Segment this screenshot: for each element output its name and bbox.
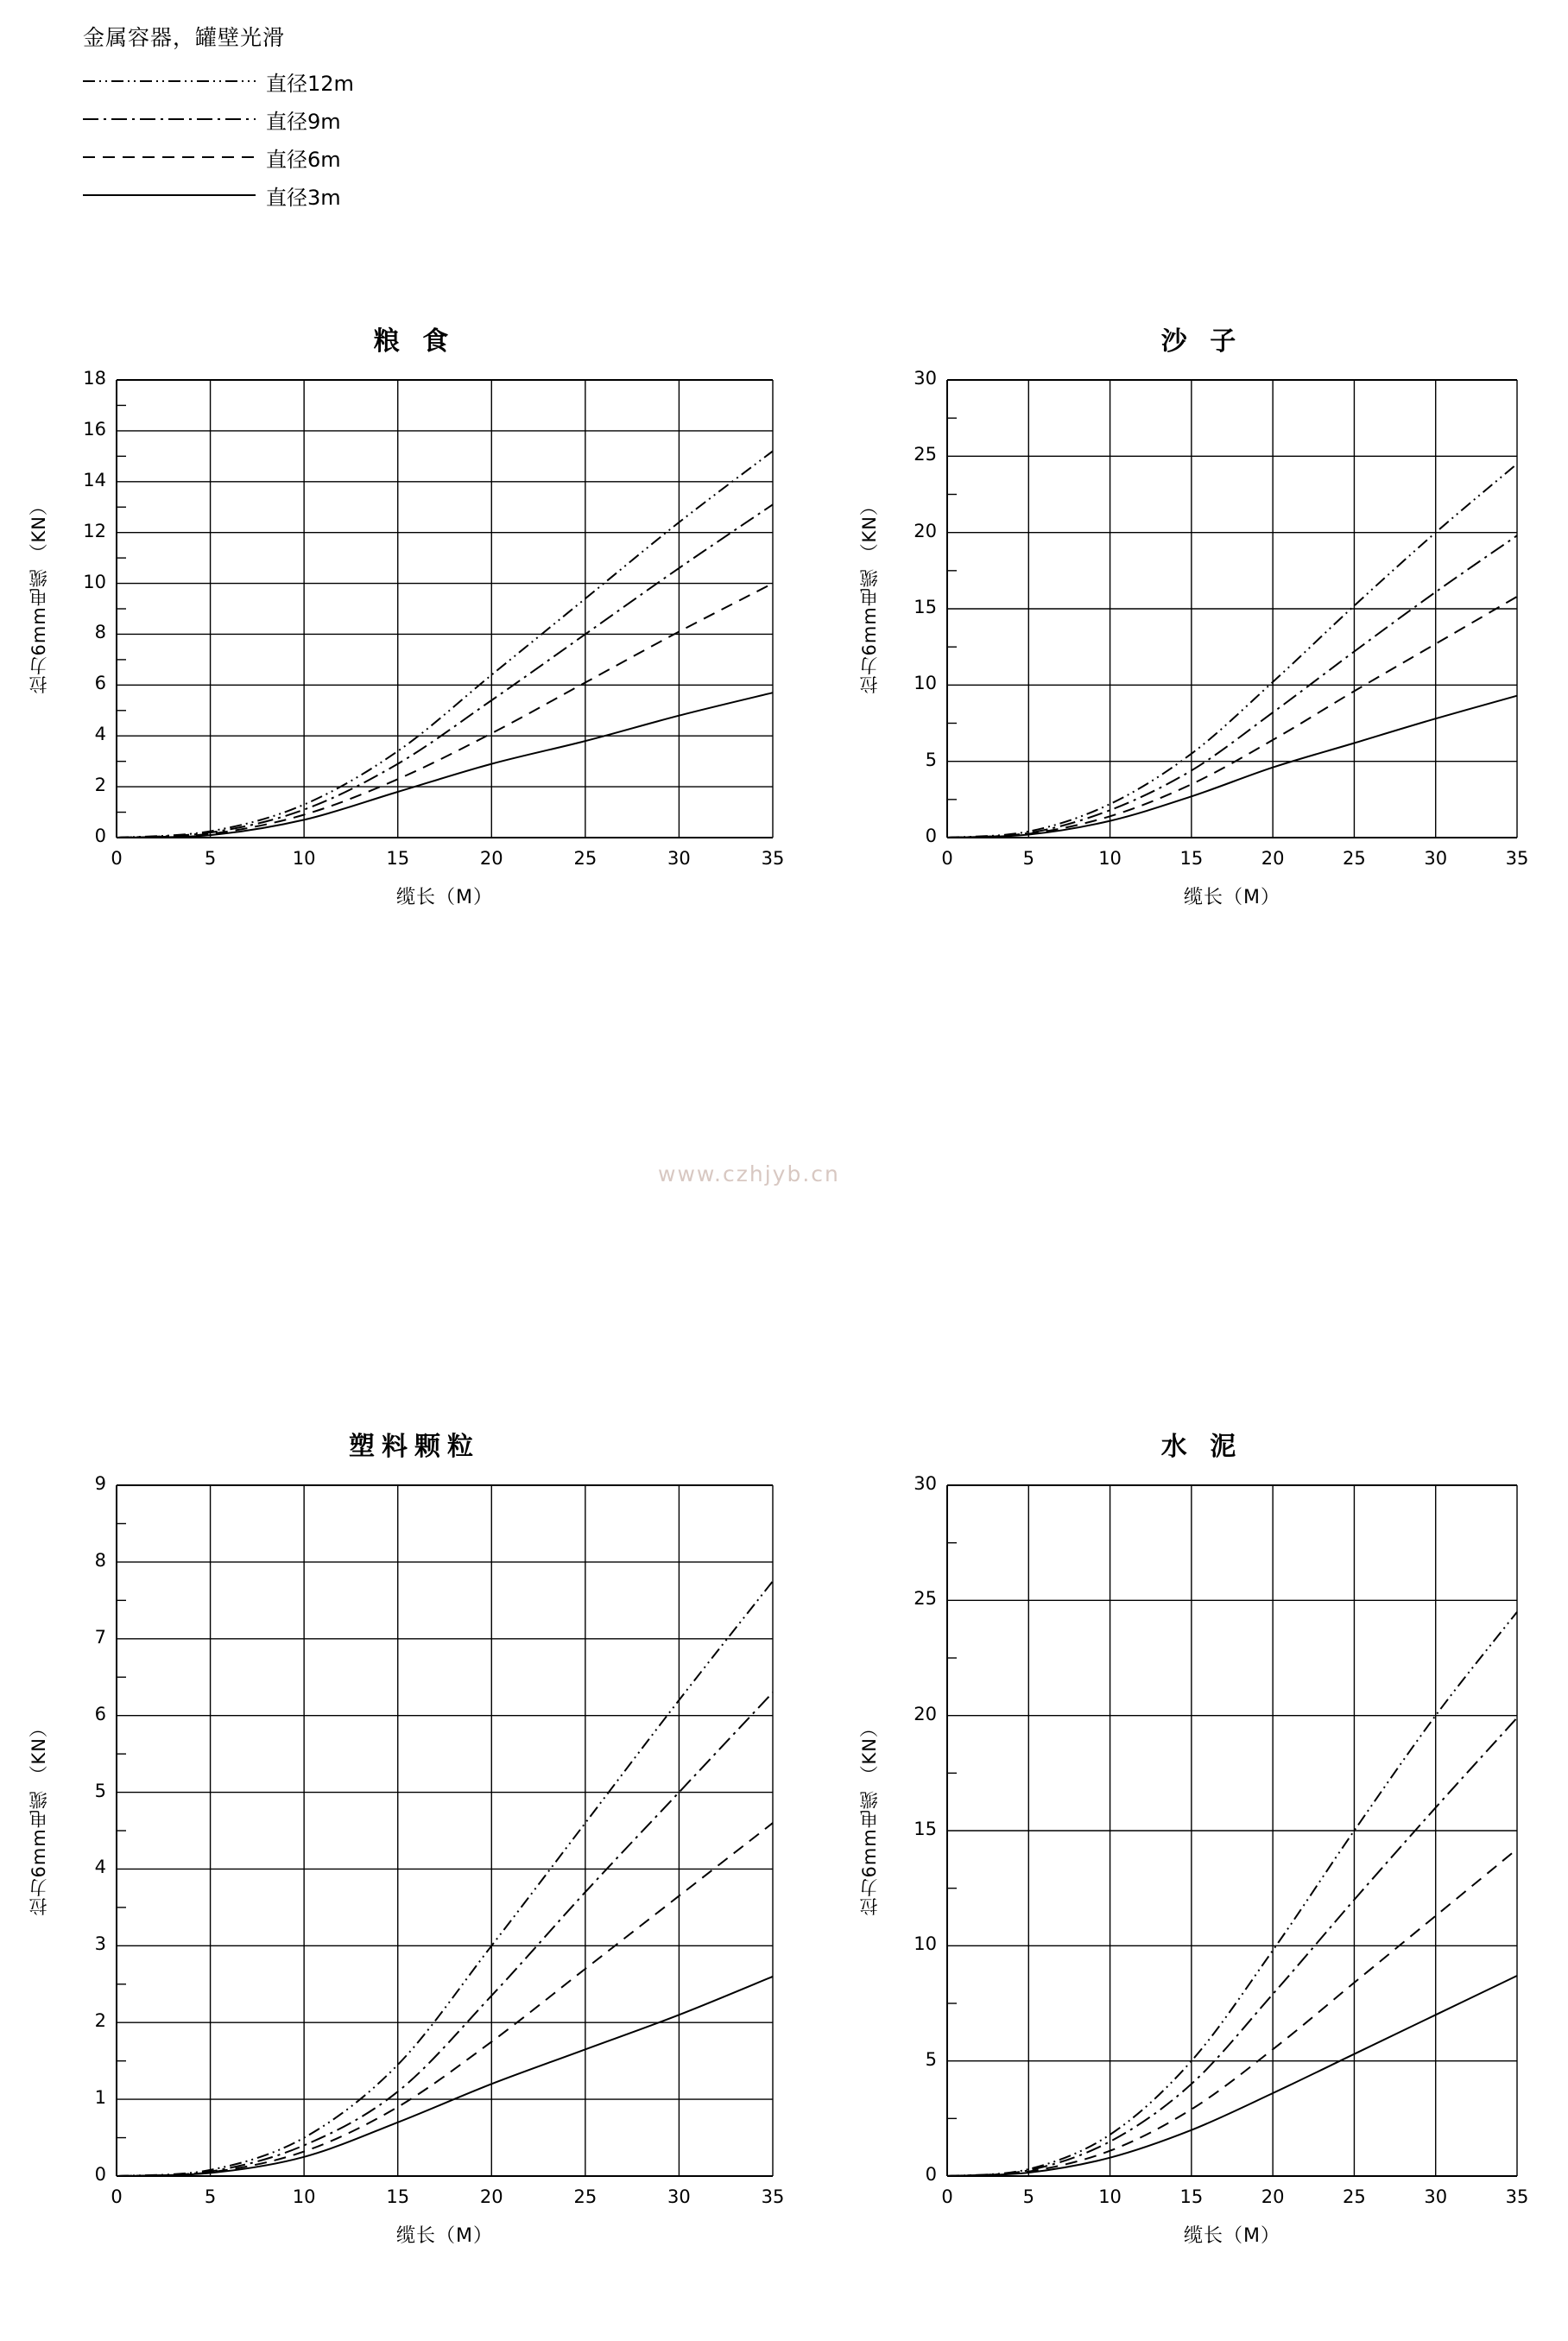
y-tick-label: 4 bbox=[94, 1857, 106, 1878]
y-tick-label: 12 bbox=[83, 520, 106, 541]
series-line bbox=[117, 1581, 773, 2176]
series-line bbox=[947, 597, 1517, 838]
x-tick-label: 15 bbox=[386, 2186, 410, 2207]
legend-line-sample-dashed bbox=[83, 147, 256, 168]
x-tick-label: 10 bbox=[1098, 848, 1122, 869]
y-tick-label: 2 bbox=[94, 2010, 106, 2032]
chart-title: 塑料颗粒 bbox=[349, 1432, 480, 1462]
y-tick-label: 30 bbox=[914, 368, 937, 389]
x-tick-label: 5 bbox=[204, 2186, 217, 2207]
x-tick-label: 15 bbox=[1179, 2186, 1204, 2207]
chart-canvas bbox=[35, 364, 794, 883]
series-line bbox=[947, 1612, 1517, 2176]
chart-sand bbox=[859, 320, 1530, 908]
series-line bbox=[947, 535, 1517, 838]
x-axis-title: 缆长（M） bbox=[1184, 887, 1280, 908]
legend-line-sample-dash-dot-dot bbox=[83, 71, 256, 92]
chart-grain bbox=[28, 320, 794, 908]
plot-area bbox=[28, 1470, 794, 2247]
x-tick-label: 25 bbox=[573, 2186, 597, 2207]
legend-title: 金属容器，罐壁光滑 bbox=[83, 25, 286, 50]
x-tick-label: 0 bbox=[941, 2186, 953, 2207]
legend-item-label: 直径6m bbox=[266, 147, 341, 172]
plot-area bbox=[28, 364, 794, 908]
x-tick-label: 5 bbox=[204, 848, 217, 869]
x-tick-label: 25 bbox=[1343, 2186, 1366, 2207]
y-tick-label: 20 bbox=[914, 520, 937, 541]
y-tick-label: 25 bbox=[914, 1588, 937, 1610]
y-tick-label: 15 bbox=[914, 1819, 937, 1839]
legend-item-label: 直径9m bbox=[266, 109, 341, 134]
y-tick-label: 15 bbox=[914, 597, 937, 617]
x-axis-title: 缆长（M） bbox=[396, 887, 493, 908]
legend-item bbox=[83, 62, 480, 100]
chart-title: 水 泥 bbox=[1160, 1432, 1243, 1462]
y-tick-label: 30 bbox=[914, 1473, 937, 1494]
series-line bbox=[117, 1977, 773, 2176]
x-tick-label: 30 bbox=[667, 2186, 691, 2207]
y-tick-label: 10 bbox=[914, 1933, 937, 1955]
x-axis-title: 缆长（M） bbox=[396, 2225, 493, 2247]
x-tick-label: 30 bbox=[667, 848, 691, 869]
series-line bbox=[117, 1823, 773, 2176]
y-tick-label: 5 bbox=[925, 749, 937, 770]
y-tick-label: 6 bbox=[94, 1703, 106, 1724]
y-tick-label: 8 bbox=[94, 1549, 106, 1571]
x-tick-label: 35 bbox=[761, 848, 785, 869]
series-line bbox=[117, 504, 773, 838]
y-tick-label: 6 bbox=[94, 673, 106, 694]
series-line bbox=[947, 1976, 1517, 2176]
legend-item bbox=[83, 176, 480, 214]
legend bbox=[83, 21, 480, 214]
y-axis-title: 拉力6mm电缆 （KN） bbox=[28, 497, 49, 694]
x-tick-label: 30 bbox=[1424, 2186, 1448, 2207]
y-tick-label: 10 bbox=[914, 673, 937, 694]
series-line bbox=[947, 1718, 1517, 2176]
y-tick-label: 10 bbox=[83, 571, 106, 592]
series-line bbox=[947, 696, 1517, 838]
series-line bbox=[947, 1849, 1517, 2176]
x-tick-label: 0 bbox=[111, 848, 123, 869]
x-tick-label: 0 bbox=[111, 2186, 123, 2207]
x-tick-label: 10 bbox=[1098, 2186, 1122, 2207]
y-tick-label: 2 bbox=[94, 775, 106, 796]
y-tick-label: 1 bbox=[94, 2087, 106, 2109]
y-tick-label: 14 bbox=[83, 469, 106, 490]
y-tick-label: 0 bbox=[94, 2164, 106, 2185]
x-tick-label: 20 bbox=[479, 848, 503, 869]
x-axis-title: 缆长（M） bbox=[1184, 2225, 1280, 2247]
series-line bbox=[117, 451, 773, 838]
x-tick-label: 5 bbox=[1022, 848, 1034, 869]
legend-line-sample-solid bbox=[83, 185, 256, 206]
chart-canvas bbox=[35, 1470, 794, 2247]
legend-item-label: 直径12m bbox=[266, 71, 354, 96]
watermark: www.czhjyb.cn bbox=[658, 1161, 840, 1186]
x-tick-label: 35 bbox=[1505, 2186, 1529, 2207]
chart-canvas bbox=[874, 364, 1530, 883]
y-axis-title: 拉力6mm电缆 （KN） bbox=[28, 1718, 49, 1916]
y-tick-label: 5 bbox=[925, 2048, 937, 2070]
x-tick-label: 20 bbox=[1261, 2186, 1285, 2207]
x-tick-label: 20 bbox=[479, 2186, 503, 2207]
chart-cement bbox=[859, 1425, 1530, 2247]
x-tick-label: 10 bbox=[292, 2186, 316, 2207]
legend-line-sample-dash-dot bbox=[83, 109, 256, 130]
x-tick-label: 15 bbox=[1179, 848, 1204, 869]
chart-plastic-granule bbox=[28, 1425, 794, 2247]
y-tick-label: 16 bbox=[83, 418, 106, 440]
plot-area bbox=[859, 364, 1530, 908]
x-tick-label: 25 bbox=[573, 848, 597, 869]
y-tick-label: 4 bbox=[94, 724, 106, 745]
x-tick-label: 15 bbox=[386, 848, 410, 869]
y-tick-label: 3 bbox=[94, 1933, 106, 1955]
x-tick-label: 0 bbox=[941, 848, 953, 869]
legend-item-label: 直径3m bbox=[266, 185, 341, 210]
y-tick-label: 20 bbox=[914, 1703, 937, 1724]
y-tick-label: 0 bbox=[925, 2164, 937, 2185]
x-tick-label: 5 bbox=[1022, 2186, 1034, 2207]
chart-title: 粮 食 bbox=[373, 326, 456, 357]
legend-item bbox=[83, 100, 480, 138]
chart-title: 沙 子 bbox=[1160, 326, 1243, 357]
plot-area bbox=[859, 1470, 1530, 2247]
y-tick-label: 18 bbox=[83, 368, 106, 389]
y-tick-label: 7 bbox=[94, 1626, 106, 1648]
y-tick-label: 0 bbox=[925, 826, 937, 846]
y-axis-title: 拉力6mm电缆 （KN） bbox=[859, 497, 880, 694]
legend-item bbox=[83, 138, 480, 176]
series-line bbox=[117, 584, 773, 838]
y-tick-label: 9 bbox=[94, 1473, 106, 1494]
x-tick-label: 20 bbox=[1261, 848, 1285, 869]
chart-canvas bbox=[874, 1470, 1530, 2247]
x-tick-label: 25 bbox=[1343, 848, 1366, 869]
y-tick-label: 25 bbox=[914, 444, 937, 465]
y-tick-label: 5 bbox=[94, 1780, 106, 1801]
x-tick-label: 30 bbox=[1424, 848, 1448, 869]
x-tick-label: 10 bbox=[292, 848, 316, 869]
y-tick-label: 8 bbox=[94, 622, 106, 643]
y-axis-title: 拉力6mm电缆 （KN） bbox=[859, 1718, 880, 1916]
x-tick-label: 35 bbox=[761, 2186, 785, 2207]
x-tick-label: 35 bbox=[1505, 848, 1529, 869]
y-tick-label: 0 bbox=[94, 826, 106, 846]
